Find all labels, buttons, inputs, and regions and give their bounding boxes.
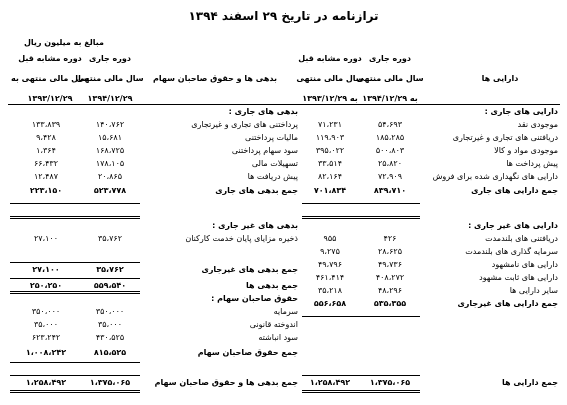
liabilities-row: [0, 307, 567, 321]
liabilities-row: [0, 234, 567, 248]
equity-total-rule: [10, 362, 140, 363]
liabilities-row-label: ذخیره مزایای پایان خدمت کارکنان: [185, 234, 298, 243]
assets-row-label: موجودی مواد و کالا: [494, 146, 558, 155]
liabilities-row: [0, 186, 567, 200]
liabilities-row-label: اندوخته قانونی: [249, 320, 298, 329]
assets-row-current-value: ۴۸،۲۹۶: [377, 286, 403, 295]
liabilities-row-current-value: ۱۷۸،۱۰۵: [95, 159, 125, 168]
assets-row-prior-value: ۵۵۶،۶۵۸: [313, 299, 347, 308]
assets-current-header: دوره جاری: [369, 54, 411, 63]
assets-row-prior-value: ۷۱،۲۳۱: [317, 120, 343, 129]
liabilities-row-label: سود سهام پرداختنی: [231, 146, 298, 155]
liabilities-row-prior-value: ۲۷،۱۰۰: [33, 234, 59, 243]
liabilities-row-prior-value: ۲۷،۱۰۰: [32, 265, 60, 274]
liabilities-row-current-value: ۳۵۰،۰۰۰: [95, 307, 125, 316]
assets-row-current-value: ۴۲۶: [383, 234, 397, 243]
assets-row-label: جمع دارایی های جاری: [471, 186, 558, 195]
liab-current-total-rule: [10, 203, 140, 204]
assets-row-label: دریافتنی های بلندمدت: [485, 234, 558, 243]
liabilities-row-label: سرمایه: [273, 307, 298, 316]
assets-row-current-value: ۴۹،۷۳۶: [377, 260, 403, 269]
liabilities-row-prior-value: ۱،۲۵۸،۴۹۲: [25, 378, 67, 387]
assets-row-label: دریافتنی های تجاری و غیرتجاری: [452, 133, 558, 142]
liabilities-row-current-value: ۳۵،۰۰۰: [97, 320, 123, 329]
liabilities-row-current-value: ۱۵،۶۸۱: [97, 133, 123, 142]
grand-total-dbl: [10, 390, 140, 393]
assets-row-label: جمع دارایی ها: [501, 378, 558, 387]
assets-row-prior-value: ۷۰۱،۸۳۴: [313, 186, 347, 195]
liabilities-row-prior-value: ۲۵۰،۲۵۰: [29, 281, 63, 290]
assets-row-current-value: ۷۲،۹۰۹: [377, 172, 403, 181]
liab-total-rule: [10, 278, 140, 279]
liabilities-row-label: جمع بدهی های غیرجاری: [201, 265, 298, 274]
liabilities-row-current-value: ۸۱۵،۵۲۵: [93, 348, 127, 357]
liabilities-row: [0, 294, 567, 308]
assets-row-prior-value: ۳۹۵،۰۲۲: [315, 146, 345, 155]
assets-total-rule: [302, 375, 420, 376]
assets-row-current-value: ۵۴،۶۹۳: [377, 120, 403, 129]
liabilities-row-label: جمع بدهی های جاری: [215, 186, 298, 195]
liabilities-row-label: پیش دریافت ها: [247, 172, 298, 181]
assets-row-label: جمع دارایی های غیرجاری: [457, 299, 558, 308]
assets-row-current-value: ۲۵،۸۲۰: [377, 159, 403, 168]
assets-row-label: دارایی های نامشهود: [491, 260, 558, 269]
assets-current-date: به ۱۳۹۴/۱۲/۲۹: [362, 94, 418, 103]
assets-current-total-dbl: [302, 216, 420, 219]
liabilities-row-label: بدهی های غیر جاری :: [212, 221, 298, 230]
page-title: ترازنامه در تاریخ ۲۹ اسفند ۱۳۹۴: [188, 9, 379, 23]
assets-column-header: دارایی ها: [481, 74, 519, 83]
assets-row-prior-value: ۳۳،۵۱۴: [317, 159, 343, 168]
liabilities-row-label: جمع حقوق صاحبان سهام: [197, 348, 298, 357]
assets-prior-date: به ۱۳۹۳/۱۲/۲۹: [302, 94, 358, 103]
liabilities-row-prior-value: ۹،۴۲۸: [36, 133, 56, 142]
assets-row: [0, 247, 567, 261]
liab-column-header: بدهی ها و حقوق صاحبان سهام: [152, 74, 278, 83]
assets-current-total-rule: [302, 203, 420, 204]
liabilities-row: [0, 333, 567, 347]
assets-row-current-value: ۴۰۸،۲۷۲: [375, 273, 405, 282]
liabilities-row: [0, 348, 567, 362]
liabilities-row-prior-value: ۳۵۰،۰۰۰: [31, 307, 61, 316]
liabilities-row-label: حقوق صاحبان سهام :: [211, 294, 298, 303]
assets-row-prior-value: ۱،۲۵۸،۴۹۲: [309, 378, 351, 387]
liabilities-row-current-value: ۱،۳۷۵،۰۶۵: [89, 378, 131, 387]
assets-row-current-value: ۵۳۵،۳۵۵: [373, 299, 407, 308]
assets-row-label: پیش پرداخت ها: [506, 159, 558, 168]
assets-prior-header: دوره مشابه قبل: [298, 54, 362, 63]
assets-total-dbl: [302, 390, 420, 393]
liab-current-header: دوره جاری: [89, 54, 131, 63]
liabilities-row-prior-value: ۱،۳۶۴: [36, 146, 56, 155]
liabilities-row: [0, 221, 567, 235]
liabilities-row-current-value: ۱۴۰،۷۶۲: [95, 120, 125, 129]
assets-row-current-value: ۸۳۹،۷۱۰: [373, 186, 407, 195]
assets-row-prior-value: ۹۵۵: [323, 234, 337, 243]
liabilities-row: [0, 265, 567, 279]
grand-total-rule: [10, 375, 140, 376]
liabilities-row: [0, 133, 567, 147]
liabilities-row-current-value: ۳۵،۷۶۲: [96, 265, 124, 274]
liab-noncurrent-total-rule: [10, 262, 140, 263]
liab-total-dbl: [10, 291, 140, 294]
liabilities-row: [0, 120, 567, 134]
assets-row-label: دارایی های ثابت مشهود: [479, 273, 558, 282]
assets-row-prior-value: ۸۲،۱۶۴: [317, 172, 343, 181]
liab-current-total-dbl: [10, 216, 140, 219]
assets-row-prior-value: ۴۶۱،۴۱۴: [315, 273, 345, 282]
liabilities-row-label: جمع بدهی ها: [246, 281, 298, 290]
liab-prior-header: دوره مشابه قبل: [18, 54, 82, 63]
liabilities-row-current-value: ۴۳۰،۵۲۵: [95, 333, 125, 342]
liabilities-row-label: تسهیلات مالی: [251, 159, 298, 168]
header-rule: [8, 104, 560, 105]
assets-row-current-value: ۱۸۵،۲۸۵: [375, 133, 405, 142]
liabilities-row: [0, 107, 567, 121]
assets-prior-fy: سال مالی منتهی: [296, 74, 364, 83]
liabilities-row-prior-value: ۱۲،۴۸۷: [33, 172, 59, 181]
liabilities-row-prior-value: ۳۵،۰۰۰: [33, 320, 59, 329]
liabilities-row: [0, 146, 567, 160]
assets-noncurrent-total-rule: [302, 316, 420, 317]
liabilities-row: [0, 159, 567, 173]
liabilities-row-current-value: ۲۰،۸۶۵: [97, 172, 123, 181]
liabilities-row-label: بدهی های جاری :: [228, 107, 298, 116]
assets-row-label: دارایی های غیر جاری :: [468, 221, 558, 230]
liabilities-row-prior-value: ۶۲۳،۲۴۲: [31, 333, 61, 342]
assets-row-current-value: ۲۸،۶۲۵: [377, 247, 403, 256]
assets-row-label: موجودی نقد: [517, 120, 558, 129]
assets-row-current-value: ۵۰۰،۸۰۳: [375, 146, 405, 155]
assets-row-prior-value: ۳۵،۲۱۸: [317, 286, 343, 295]
liabilities-row-current-value: ۳۵،۷۶۲: [97, 234, 123, 243]
liabilities-row-current-value: ۵۲۳،۷۷۸: [93, 186, 127, 195]
liabilities-row-prior-value: ۶۶،۴۳۲: [33, 159, 59, 168]
assets-row-prior-value: ۱۱۹،۹۰۳: [315, 133, 345, 142]
liab-prior-date: ۱۳۹۳/۱۲/۲۹: [27, 94, 73, 103]
liabilities-row-prior-value: ۱،۰۰۸،۲۴۲: [25, 348, 67, 357]
liabilities-row-label: مالیات پرداختنی: [245, 133, 298, 142]
liab-prior-fy: سال مالی منتهی به: [11, 74, 89, 83]
liabilities-row-current-value: ۵۵۹،۵۴۰: [93, 281, 127, 290]
liabilities-row-label: جمع بدهی ها و حقوق صاحبان سهام: [154, 378, 298, 387]
liabilities-row-label: پرداختنی های تجاری و غیرتجاری: [191, 120, 298, 129]
liabilities-row-prior-value: ۱۳۳،۸۳۹: [31, 120, 61, 129]
liabilities-row-prior-value: ۲۲۳،۱۵۰: [29, 186, 63, 195]
liabilities-row-label: سود انباشته: [258, 333, 298, 342]
liab-current-fy: سال مالی منتهی: [76, 74, 144, 83]
liabilities-row: [0, 320, 567, 334]
assets-row-label: دارایی های جاری :: [484, 107, 558, 116]
assets-row-prior-value: ۴۹،۷۹۶: [317, 260, 343, 269]
liabilities-row-current-value: ۱۶۸،۷۲۵: [95, 146, 125, 155]
assets-current-fy: سال مالی منتهی: [356, 74, 424, 83]
unit-note: مبالغ به میلیون ریال: [23, 38, 104, 47]
liabilities-row: [0, 172, 567, 186]
liab-current-date: ۱۳۹۴/۱۲/۲۹: [87, 94, 133, 103]
assets-row-prior-value: ۹،۲۷۵: [320, 247, 340, 256]
assets-row-label: سایر دارایی ها: [509, 286, 558, 295]
assets-row-current-value: ۱،۳۷۵،۰۶۵: [369, 378, 411, 387]
assets-row-label: دارایی های نگهداری شده برای فروش: [432, 172, 558, 181]
assets-row-label: سرمایه گذاری های بلندمدت: [465, 247, 558, 256]
